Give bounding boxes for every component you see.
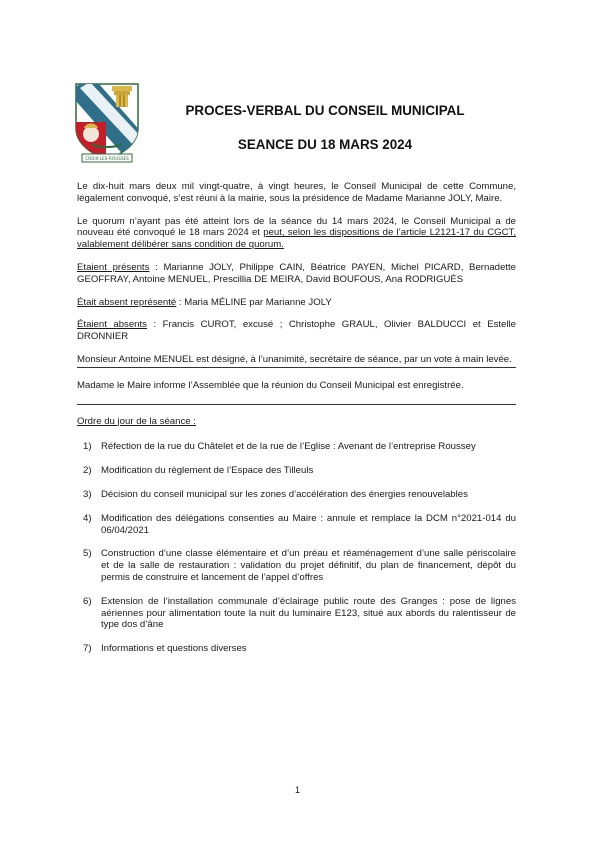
quorum-condition-underlined: peut, selon les dispositions de l’article L2121-17 du CGCT, valablement délibérer sans condition de quorum. (77, 227, 516, 251)
agenda-item-text: Modification des délégations consenties au Maire : annule et remplace la DCM n°2021-014 du 06/04/2021 (101, 512, 516, 536)
municipal-crest-logo (74, 82, 140, 166)
recording-notice: Madame le Maire informe l’Assemblée que la réunion du Conseil Municipal est enregistrée. (77, 379, 464, 391)
agenda-item-text: Réfection de la rue du Châtelet et de la rue de l’Eglise : Avenant de l’entreprise Roussey (101, 441, 476, 453)
agenda-item-number: 1) (83, 441, 92, 453)
absent-members-paragraph (77, 319, 516, 343)
agenda-item-text: Informations et questions diverses (101, 643, 247, 655)
absent-names: : Francis CUROT, excusé ; Christophe GRAUL, Olivier BALDUCCI et Estelle DRONNIER (77, 319, 516, 343)
agenda-item-number: 4) (83, 512, 92, 524)
agenda-item-text: Extension de l’installation communale d’éclairage public route des Granges : pose de lignes aériennes pour alimentation toute la nuit du luminaire E123, situé aux abords du ralentisseur de type dos d’âne (101, 595, 516, 631)
document-title: PROCES-VERBAL DU CONSEIL MUNICIPAL (185, 103, 465, 118)
agenda-title: Ordre du jour de la séance : (77, 415, 196, 427)
intro-paragraph: Le dix-huit mars deux mil vingt-quatre, à vingt heures, le Conseil Municipal de cette Commune, légalement convoqué, s’est réuni à la mairie, sous la présidence de Madame Marianne JOLY, Maire. (77, 181, 516, 204)
agenda-item (77, 441, 516, 453)
agenda-item-text: Décision du conseil municipal sur les zones d’accélération des énergies renouvelables (101, 488, 468, 500)
divider-bottom (77, 404, 516, 405)
agenda-item-number: 7) (83, 643, 92, 655)
represented-names: : Maria MÉLINE par Marianne JOLY (176, 296, 332, 308)
agenda-item-text: Modification du règlement de l’Espace des Tilleuls (101, 465, 314, 477)
agenda-item (77, 596, 516, 631)
present-label: Etaient présents (77, 261, 150, 273)
present-names: : Marianne JOLY, Philippe CAIN, Béatrice PAYEN, Michel PICARD, Bernadette GEOFFRAY, Antoine MENUEL, Prescillia DE MEIRA, David BOUFOUS, Ana RODRIGUÈS (77, 261, 516, 285)
page-number: 1 (294, 785, 300, 795)
agenda-item (77, 643, 516, 655)
quorum-text: Le quorum n’ayant pas été atteint lors de la séance du 14 mars 2024, le Conseil Municipal a de nouveau été convoqué le 18 mars 2024 et (77, 215, 516, 239)
agenda-item-text: Construction d’une classe élémentaire et d’un préau et réaménagement d’une salle périscolaire et de la salle de restauration : validation du projet définitif, du plan de financement, dépôt du permis de construire et lancement de l’appel d’offres (101, 548, 516, 583)
divider-top (77, 367, 516, 368)
agenda-item (77, 489, 516, 501)
session-date-title: SEANCE DU 18 MARS 2024 (237, 137, 413, 152)
agenda-item-number: 3) (83, 488, 92, 500)
absent-label: Étaient absents (77, 319, 147, 331)
represented-paragraph (77, 297, 516, 309)
crest-motto: CROIX-LES-ROUSSES (85, 156, 129, 162)
agenda-item-number: 5) (83, 548, 92, 560)
agenda-item-number: 6) (83, 595, 92, 607)
minutes-body (77, 181, 516, 667)
quorum-paragraph (77, 216, 516, 251)
represented-label: Était absent représenté (77, 296, 177, 308)
secretary-paragraph: Monsieur Antoine MENUEL est désigné, à l’unanimité, secrétaire de séance, par un vote à main levée. (77, 353, 512, 365)
present-members-paragraph (77, 262, 516, 286)
agenda-list (77, 441, 516, 655)
agenda-item (77, 513, 516, 537)
agenda-item-number: 2) (83, 465, 92, 477)
agenda-item (77, 548, 516, 583)
agenda-item (77, 465, 516, 477)
